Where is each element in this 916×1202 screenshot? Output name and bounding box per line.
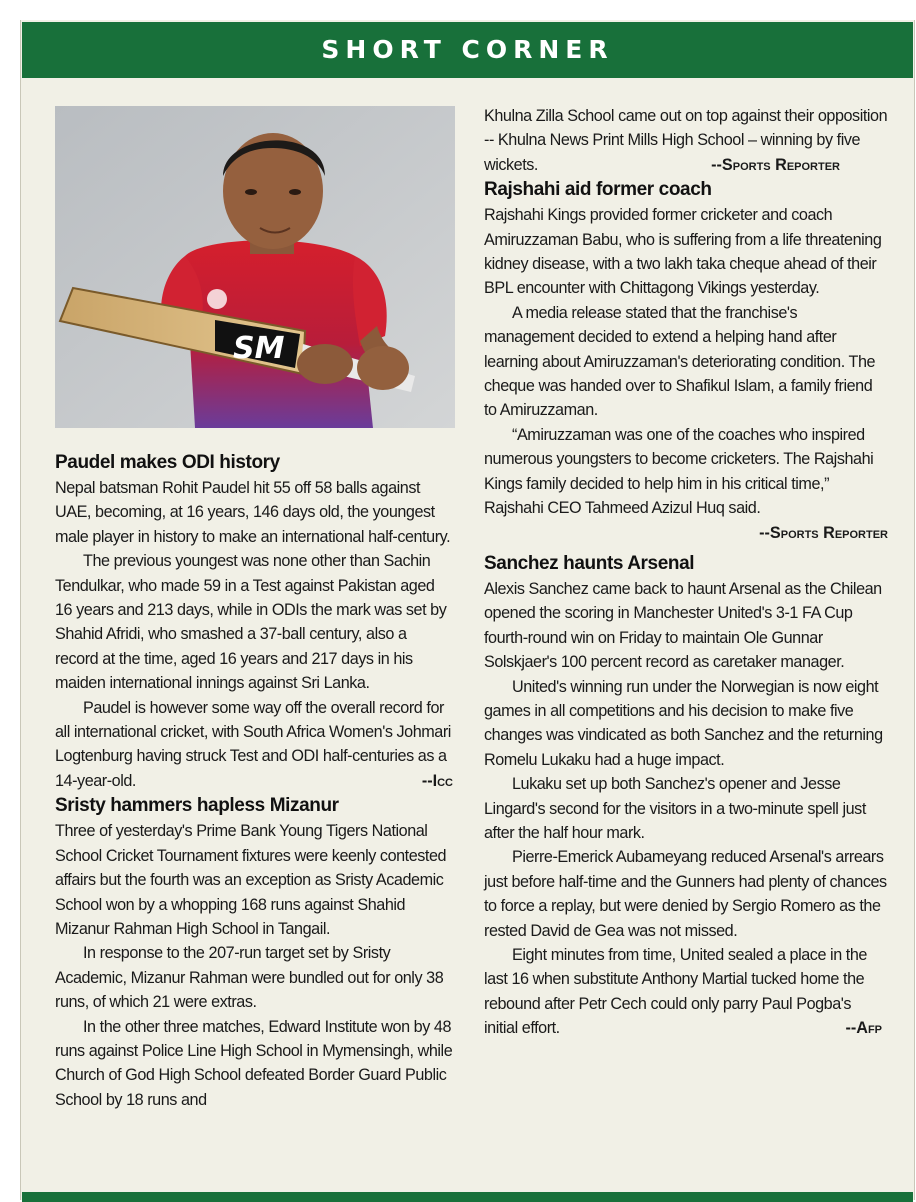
- credit-line: [484, 521, 888, 545]
- paragraph: Rajshahi Kings provided former cricketer and coach Amiruzzaman Babu, who is suffering from a life threatening kidney disease, with a two lakh taka cheque ahead of their BPL encounter with Chittagong Vikings yesterday.: [484, 206, 882, 298]
- paragraph: In the other three matches, Edward Institute won by 48 runs against Police Line High School in Mymensingh, while Church of God High School defeated Border Guard Public School by 18 runs and: [55, 1017, 453, 1109]
- paragraph: Pierre-Emerick Aubameyang reduced Arsenal's arrears just before half-time and the Gunners had plenty of chances to force a replay, but were denied by Sergio Romero as the rested David de Gea was not missed.: [484, 848, 887, 940]
- credit-afp: --Afp: [845, 1019, 882, 1038]
- cricketer-photo: [55, 106, 455, 428]
- paragraph: Alexis Sanchez came back to haunt Arsenal as the Chilean opened the scoring in Manchester United's 3-1 FA Cup fourth-round win on Friday to maintain Ole Gunnar Solskjaer's 100 percent record as caretaker manager.: [484, 579, 882, 672]
- credit-sports-reporter: --Sports Reporter: [711, 155, 840, 174]
- headline-rajshahi: Rajshahi aid former coach: [484, 179, 712, 201]
- left-column: [55, 450, 453, 1112]
- paragraph-text: Paudel is however some way off the overall record for all international cricket, with South Africa Women's Johmari Logtenburg having struck Test and ODI half-centuries as a 14-year-old.: [55, 698, 451, 790]
- bottom-bar: [22, 1192, 913, 1202]
- headline-sanchez: Sanchez haunts Arsenal: [484, 552, 695, 574]
- paragraph: [484, 104, 888, 177]
- paragraph-text: Eight minutes from time, United sealed a place in the last 16 when substitute Anthony Martial tucked home the rebound after Petr Cech could only parry Paul Pogba's initial effort.: [484, 946, 867, 1038]
- section-header: SHORT CORNER: [22, 22, 913, 78]
- headline-sristy: Sristy hammers hapless Mizanur: [55, 795, 339, 817]
- paragraph: In response to the 207-run target set by Sristy Academic, Mizanur Rahman were bundled out for only 38 runs, of which 21 were extras.: [55, 944, 444, 1012]
- paragraph: United's winning run under the Norwegian is now eight games in all competitions and his decision to make five changes was vindicated as both Sanchez and the returning Romelu Lukaku had a huge impact.: [484, 677, 883, 769]
- cricketer-illustration: [55, 106, 455, 428]
- bat-logo: SM: [233, 331, 285, 366]
- paragraph: “Amiruzzaman was one of the coaches who inspired numerous youngsters to become cricketers. The Rajshahi Kings family decided to help him in his critical time,” Rajshahi CEO Tahmeed Azizul Huq said.: [484, 425, 874, 518]
- paragraph: A media release stated that the franchise's management decided to extend a helping hand after learning about Amiruzzaman's deteriorating condition. The cheque was handed over to Shafikul Islam, a family friend to Amiruzzaman.: [484, 303, 876, 420]
- credit-sports-reporter: --Sports Reporter: [759, 523, 888, 542]
- paragraph: The previous youngest was none other than Sachin Tendulkar, who made 59 in a Test against Pakistan aged 16 years and 213 days, while in ODIs the mark was set by Shahid Afridi, who smashed a 37-ball century, also a record at the time, aged 16 years and 217 days in his maiden international innings against Sri Lanka.: [55, 552, 447, 693]
- paragraph: Three of yesterday's Prime Bank Young Tigers National School Cricket Tournament fixtures were keenly contested affairs but the fourth was an exception as Sristy Academic School won by a whopping 168 runs against Shahid Mizanur Rahman High School in Tangail.: [55, 822, 447, 938]
- paragraph-text: Khulna Zilla School came out on top against their opposition -- Khulna News Print Mills High School – winning by five wickets.: [484, 107, 888, 174]
- paragraph: [55, 696, 453, 794]
- headline-paudel: Paudel makes ODI history: [55, 452, 280, 473]
- paragraph: Nepal batsman Rohit Paudel hit 55 off 58 balls against UAE, becoming, at 16 years, 146 days old, the youngest male player in history to make an international half-century.: [55, 479, 451, 546]
- paragraph: Lukaku set up both Sanchez's opener and Jesse Lingard's second for the visitors in a two-minute spell just after the half hour mark.: [484, 775, 866, 842]
- credit-icc: --Icc: [421, 771, 453, 790]
- paragraph: [484, 943, 888, 1041]
- right-column: [484, 104, 888, 1041]
